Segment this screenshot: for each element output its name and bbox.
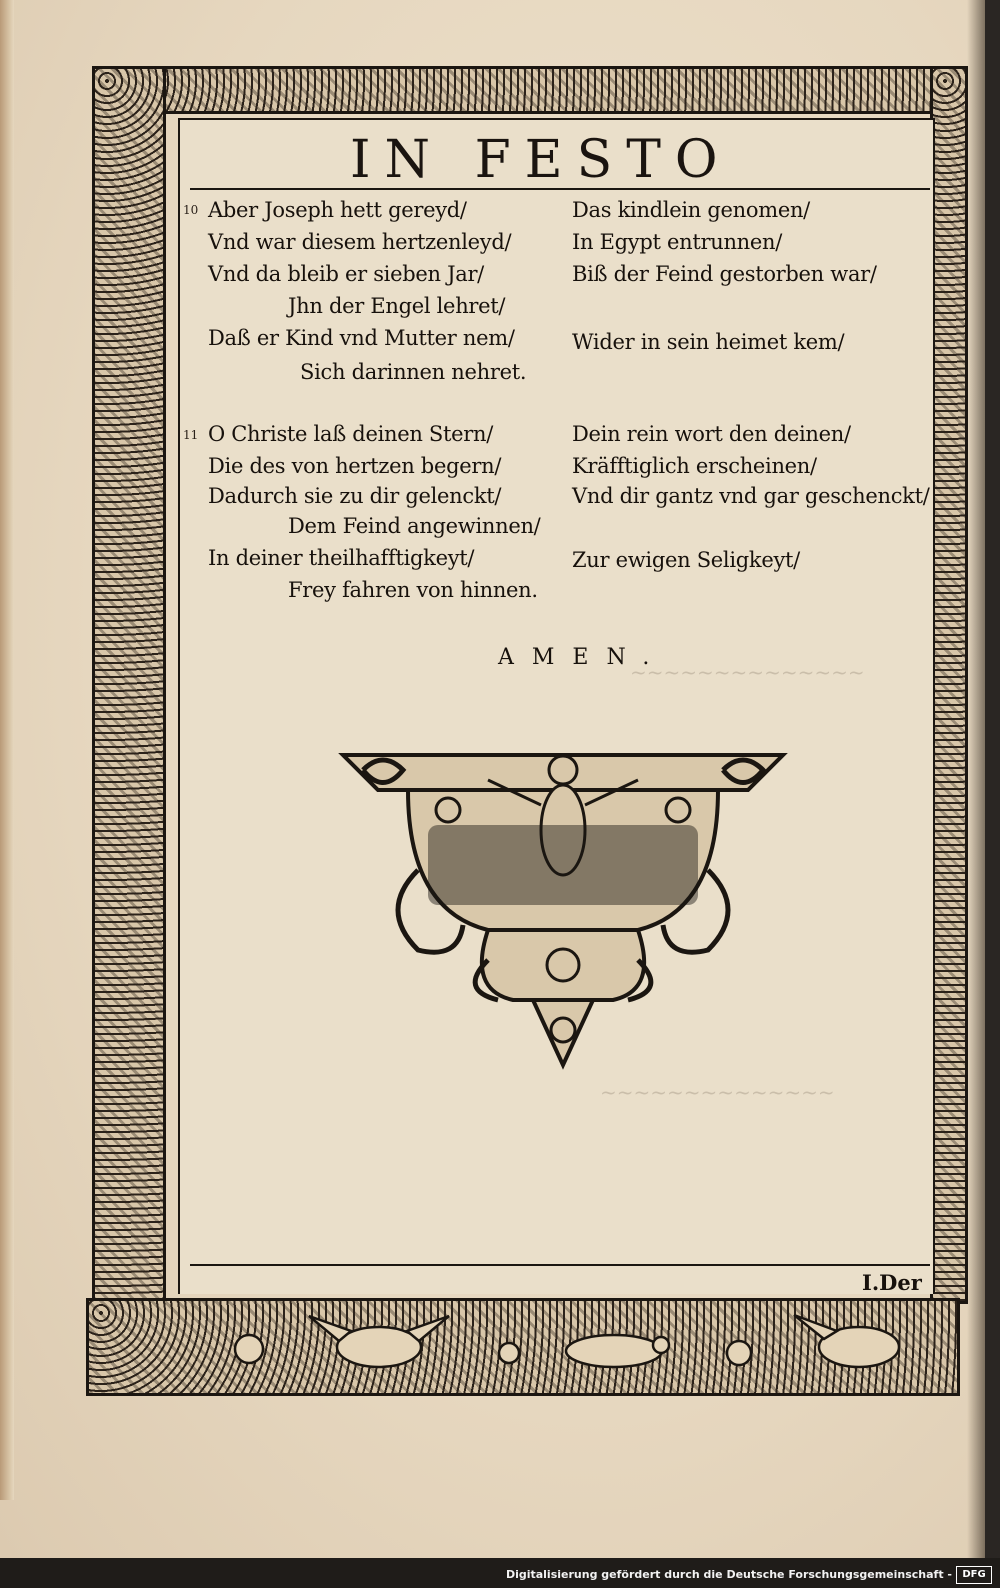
footer-credit: Digitalisierung gefördert durch die Deutsche Forschungsgemeinschaft - (505, 1568, 952, 1581)
page-edge (0, 0, 14, 1500)
bottom-rule (190, 1264, 930, 1266)
verse-line: Frey fahren von hinnen. (288, 578, 538, 602)
verse-line: Dem Feind angewinnen/ (288, 514, 541, 538)
ornamental-border-bottom (86, 1298, 960, 1396)
verse-line: Dein rein wort den deinen/ (572, 422, 851, 446)
verse-line: Aber Joseph hett gereyd/ (208, 198, 467, 222)
catchword: I.Der (862, 1270, 922, 1295)
verse-line: Vnd dir gantz vnd gar geschenckt/ (572, 484, 930, 508)
ornamental-border-left (92, 66, 166, 1304)
verse-line: Die des von hertzen begern/ (208, 454, 502, 478)
verse-line: Das kindlein genomen/ (572, 198, 810, 222)
verse-line: Jhn der Engel lehret/ (288, 294, 506, 318)
verse-number: 11 (183, 428, 199, 442)
verse-line: Vnd war diesem hertzenleyd/ (208, 230, 512, 254)
bird-frieze-icon (89, 1301, 957, 1393)
verse-line: In Egypt entrunnen/ (572, 230, 783, 254)
verse-number: 10 (183, 203, 199, 217)
verse-line: Kräfftiglich erscheinen/ (572, 454, 817, 478)
bleed-through-text: ~~~~~~~~~~~~~~ (600, 1080, 835, 1104)
verse-line: Vnd da bleib er sieben Jar/ (208, 262, 484, 286)
ornamental-border-top (103, 66, 947, 114)
amen-text: AMEN. (498, 645, 668, 670)
cherub-tailpiece-icon (338, 750, 788, 1070)
verse-line: Biß der Feind gestorben war/ (572, 262, 877, 286)
verse-line: Sich darinnen nehret. (300, 360, 527, 384)
verse-line: Wider in sein heimet kem/ (572, 330, 845, 354)
verse-line: In deiner theilhafftigkeyt/ (208, 546, 475, 570)
page-title: IN FESTO (350, 130, 732, 190)
dfg-logo-icon: DFG (956, 1566, 992, 1584)
verse-line: Dadurch sie zu dir gelenckt/ (208, 484, 502, 508)
bleed-through-text: ~~~~~~~~~~~~~~ (630, 660, 865, 684)
binding-shadow (967, 0, 985, 1558)
ornamental-border-right (930, 66, 968, 1304)
verse-line: Zur ewigen Seligkeyt/ (572, 548, 800, 572)
verse-line: Daß er Kind vnd Mutter nem/ (208, 326, 515, 350)
verse-line: O Christe laß deinen Stern/ (208, 422, 494, 446)
